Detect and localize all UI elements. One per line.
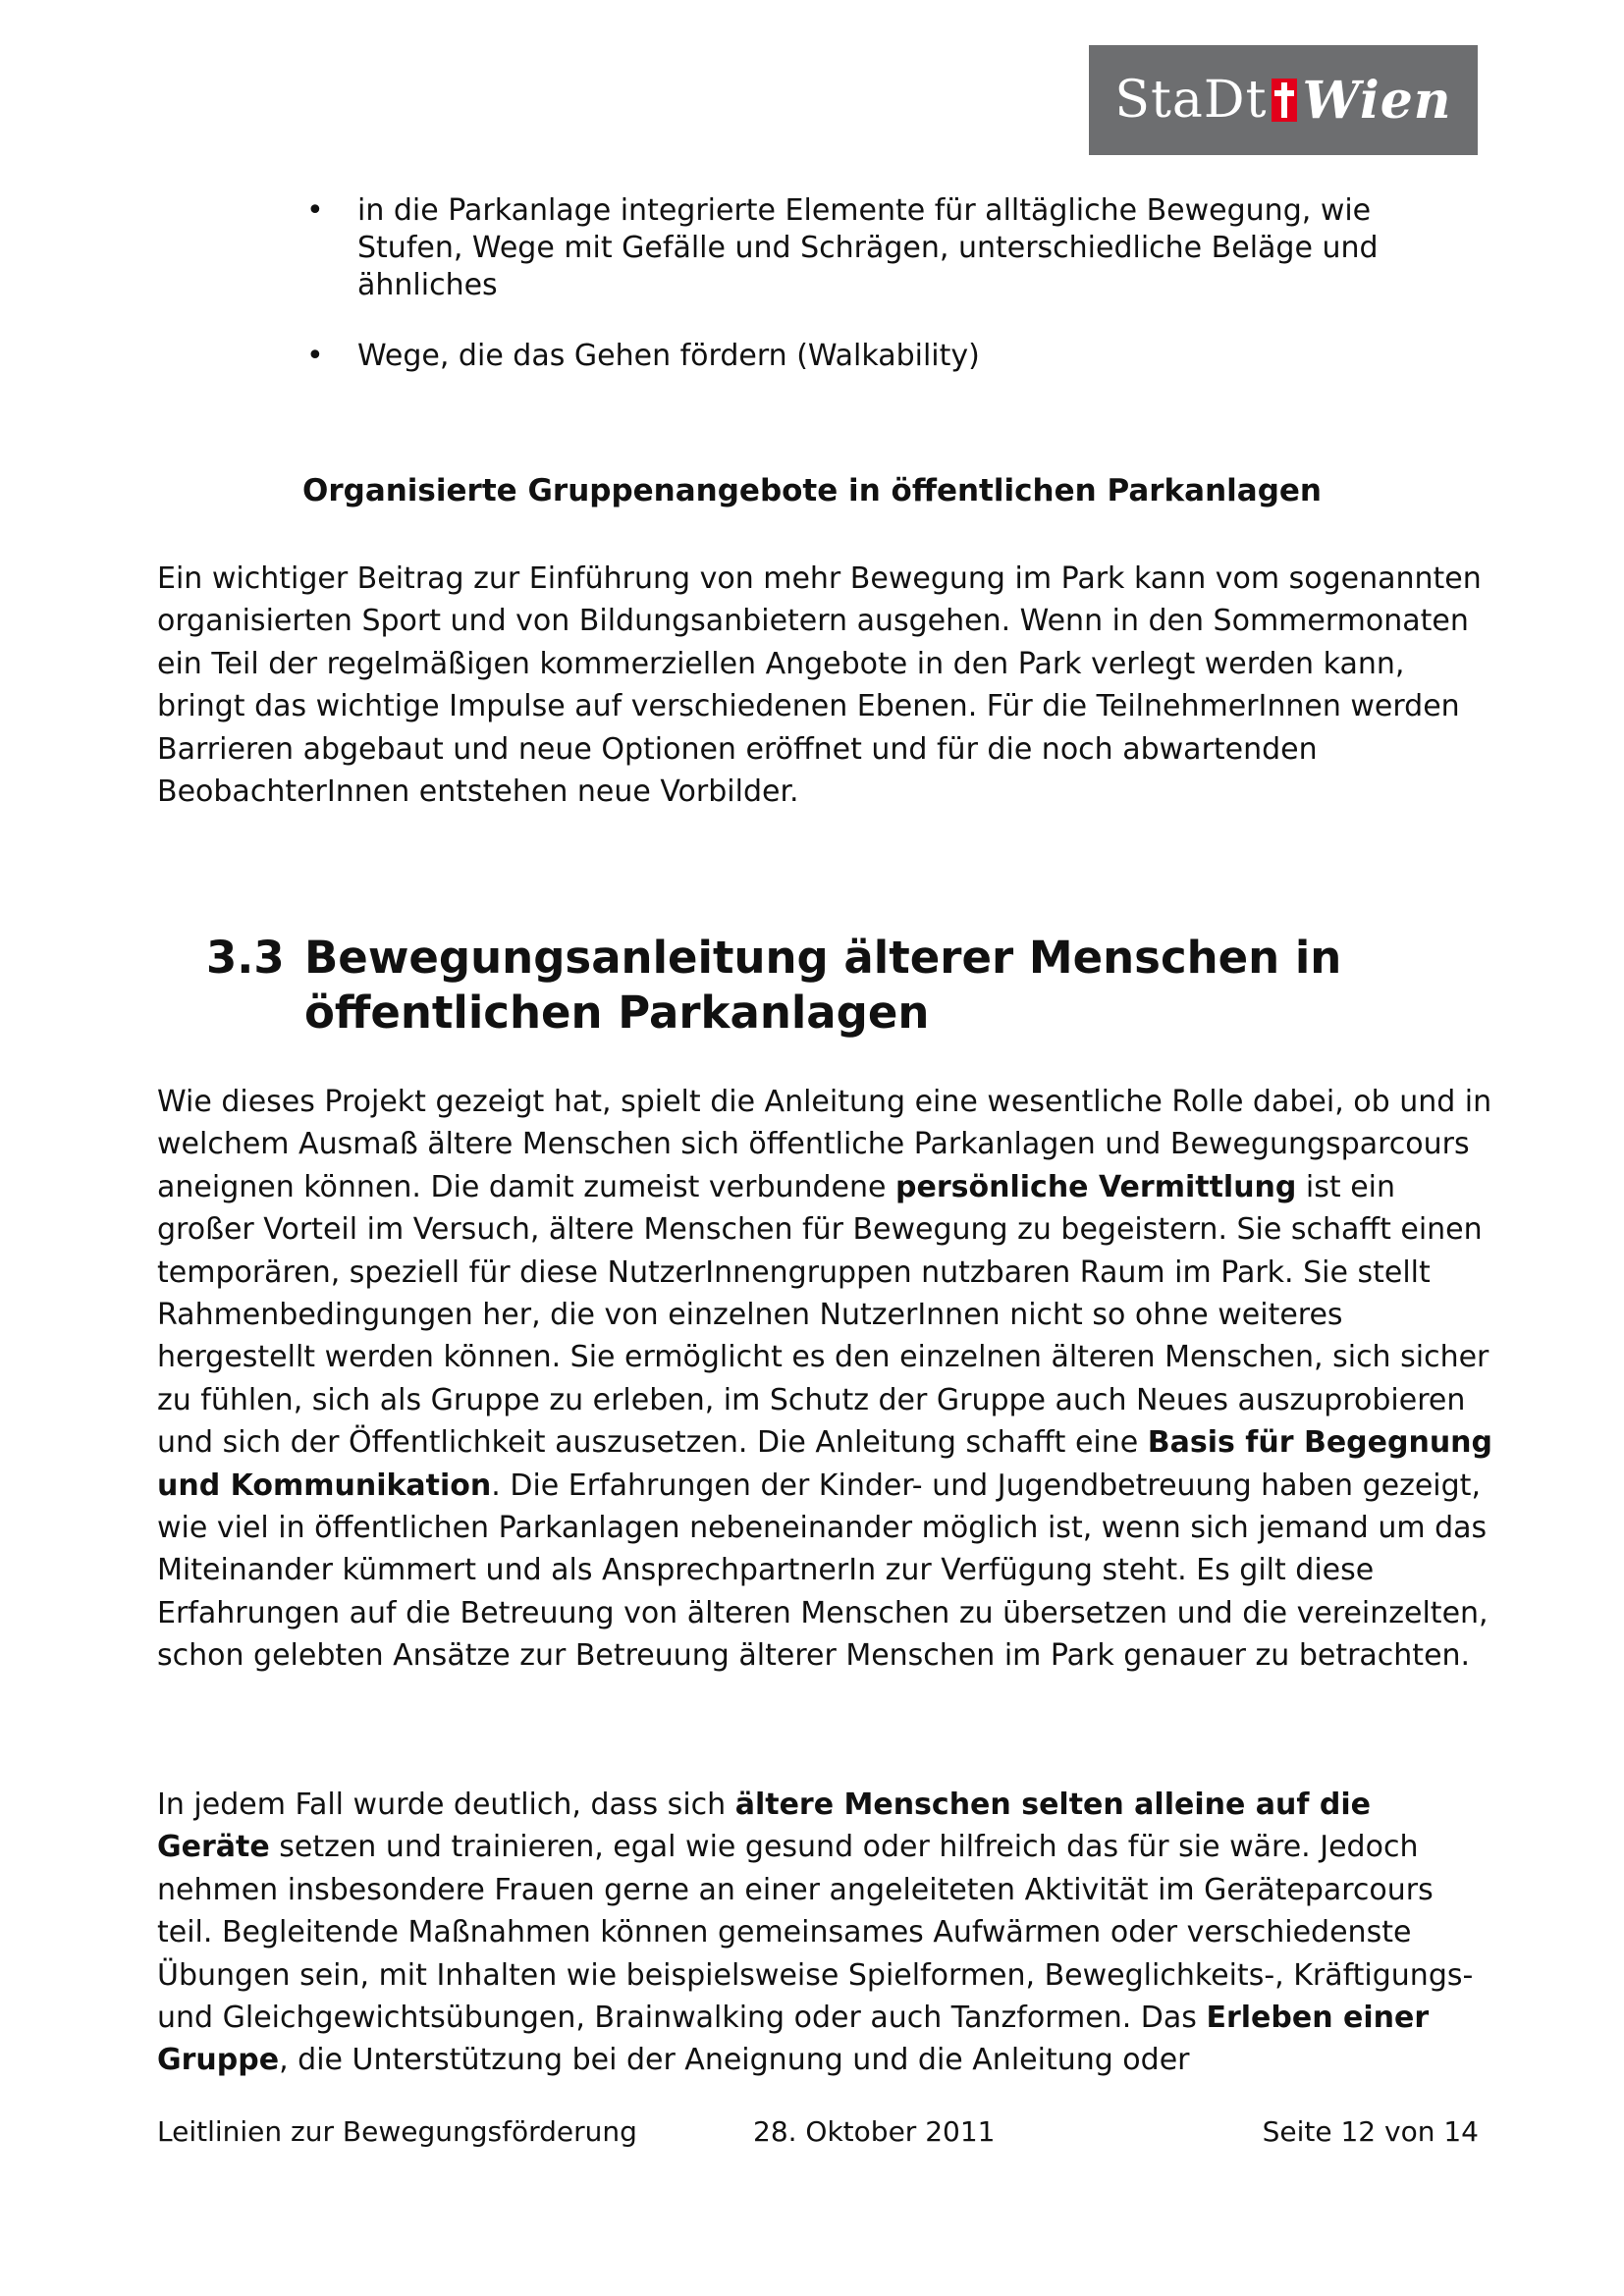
bold-run: ältere Menschen selten alleine auf die Geräte [157,1788,1371,1865]
list-item [306,192,1426,304]
text-run: Wie dieses Projekt gezeigt hat, spielt die Anleitung eine wesentliche Rolle dabei, ob und in welchem Ausmaß ältere Menschen sich öffentliche Parkanlagen und Bewegungsparcours aneignen können. Die damit zumeist verbundene [157,1085,1492,1204]
footer-date: 28. Oktober 2011 [753,2115,996,2148]
logo-text-wien: Wien [1302,70,1452,131]
text-run: In jedem Fall wurde deutlich, dass sich [157,1788,735,1822]
bullet-text: Wege, die das Gehen fördern (Walkability) [357,339,980,373]
bold-run: Erleben einer Gruppe [157,2001,1430,2078]
list-item [306,338,1426,375]
footer-document-title: Leitlinien zur Bewegungsförderung [157,2115,637,2148]
bullet-icon: • [306,339,324,373]
bold-run: persönliche Vermittlung [895,1169,1297,1204]
bold-run: Basis für Begegnung und Kommunikation [157,1425,1493,1503]
section-number: 3.3 [206,932,285,984]
bullet-icon: • [306,193,324,228]
bullet-list [306,192,1426,408]
section-heading [206,931,1483,1041]
paragraph-groups [157,1784,1492,2082]
text-run: setzen und trainieren, egal wie gesund oder hilfreich das für sie wäre. Jedoch nehmen insbesondere Frauen gerne an einer angeleiteten Aktivität im Geräteparcours teil. Begleitende Maßnahmen können gemeinsames Aufwärmen oder verschiedenste Übungen sein, mit Inhalten wie beispielsweise Spielformen, Beweglichkeits-, Kräftigungs- und Gleichgewichtsübungen, Brainwalking oder auch Tanzformen. Das [157,1830,1474,2036]
bullet-text: in die Parkanlage integrierte Elemente für alltägliche Bewegung, wie Stufen, Wege mit Gefälle und Schrägen, unterschiedliche Beläge und ähnliches [357,193,1379,302]
subheading: Organisierte Gruppenangebote in öffentlichen Parkanlagen [301,473,1322,508]
paragraph-guidance [157,1081,1492,1678]
footer-page-number: Seite 12 von 14 [1262,2115,1479,2148]
text-run: ist ein großer Vorteil im Versuch, ältere Menschen für Bewegung zu begeistern. Sie schafft einen temporären, speziell für diese NutzerInnengruppen nutzbaren Raum im Park. Sie stellt Rahmenbedingungen her, die von einzelnen NutzerInnen nicht so ohne weiteres hergestellt werden können. Sie ermöglicht es den einzelnen älteren Menschen, sich sicher zu fühlen, sich als Gruppe zu erleben, im Schutz der Gruppe auch Neues auszuprobieren und sich der Öffentlichkeit auszusetzen. Die Anleitung schafft eine [157,1169,1489,1461]
section-title: Bewegungsanleitung älterer Menschen in öffentlichen Parkanlagen [304,932,1342,1039]
text-run: , die Unterstützung bei der Aneignung und die Anleitung oder [279,2043,1190,2078]
paragraph-group-offers: Ein wichtiger Beitrag zur Einführung von mehr Bewegung im Park kann vom sogenannten organisierten Sport und von Bildungsanbietern ausgehen. Wenn in den Sommermonaten ein Teil der regelmäßigen kommerziellen Angebote in den Park verlegt werden kann, bringt das wichtige Impulse auf verschiedenen Ebenen. Für die TeilnehmerInnen werden Barrieren abgebaut und neue Optionen eröffnet und für die noch abwartenden BeobachterInnen entstehen neue Vorbilder. [157,561,1482,810]
stadt-wien-logo [1089,45,1478,155]
logo-text-stadt: StaDt [1114,71,1268,130]
text-run: . Die Erfahrungen der Kinder- und Jugendbetreuung haben gezeigt, wie viel in öffentlichen Parkanlagen nebeneinander möglich ist, wenn sich jemand um das Miteinander kümmert und als AnsprechpartnerIn zur Verfügung steht. Es gilt diese Erfahrungen auf die Betreuung von älteren Menschen zu übersetzen und die vereinzelten, schon gelebten Ansätze zur Betreuung älterer Menschen im Park genauer zu betrachten. [157,1468,1489,1674]
vienna-cross-icon [1272,79,1297,122]
